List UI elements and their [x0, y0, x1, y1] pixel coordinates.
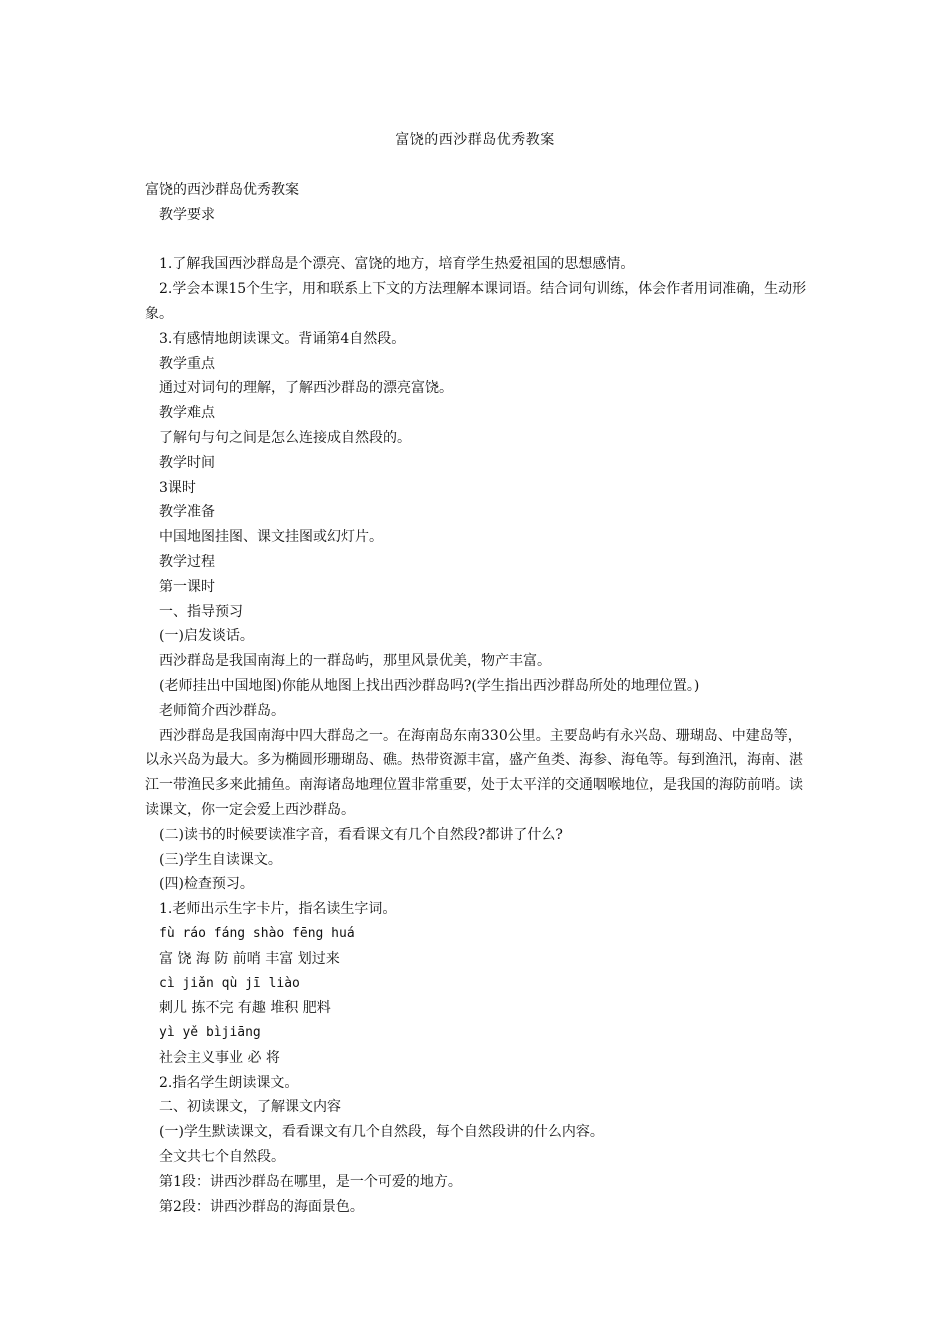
text-line: (四)检查预习。 — [159, 876, 254, 893]
text-line: 二、初读课文，了解课文内容 — [159, 1099, 341, 1116]
pinyin-line: yì yě bìjiāng — [159, 1025, 261, 1041]
text-line: (三)学生自读课文。 — [159, 851, 282, 868]
text-line: 一、指导预习 — [159, 603, 243, 620]
text-line: (一)启发谈话。 — [159, 628, 254, 645]
text-line: 教学准备 — [159, 504, 215, 521]
text-line: 教学时间 — [159, 454, 215, 471]
pinyin-line: fù ráo fáng shào fēng huá — [159, 925, 355, 941]
text-line: 了解句与句之间是怎么连接成自然段的。 — [159, 429, 411, 446]
text-line: 3.有感情地朗读课文。背诵第4自然段。 — [159, 330, 406, 347]
text-line: 第一课时 — [159, 578, 215, 595]
text-line: 教学重点 — [159, 355, 215, 372]
document-body — [145, 178, 807, 1219]
blank-line — [145, 228, 807, 253]
text-line: 社会主义事业 必 将 — [159, 1049, 280, 1066]
text-line: 3课时 — [159, 479, 196, 496]
text-line: 刺儿 拣不完 有趣 堆积 肥料 — [159, 1000, 331, 1017]
text-line: 第1段：讲西沙群岛在哪里，是一个可爱的地方。 — [159, 1173, 462, 1190]
text-line: 第2段：讲西沙群岛的海面景色。 — [159, 1198, 364, 1215]
text-line: 教学要求 — [159, 206, 215, 223]
text-line: 富饶的西沙群岛优秀教案 — [145, 182, 299, 198]
text-line: (二)读书的时候要读准字音，看看课文有几个自然段?都讲了什么? — [159, 826, 563, 843]
text-line: 教学过程 — [159, 553, 215, 570]
text-line: 教学难点 — [159, 405, 215, 422]
text-line: 西沙群岛是我国南海上的一群岛屿，那里风景优美，物产丰富。 — [159, 653, 551, 670]
text-line: 1.了解我国西沙群岛是个漂亮、富饶的地方，培育学生热爱祖国的思想感情。 — [159, 256, 635, 273]
text-line: 富 饶 海 防 前哨 丰富 划过来 — [159, 950, 340, 967]
text-line: 2.指名学生朗读课文。 — [159, 1074, 299, 1091]
text-line: 老师简介西沙群岛。 — [159, 702, 285, 719]
document-title: 富饶的西沙群岛优秀教案 — [395, 132, 555, 148]
text-line: (一)学生默读课文，看看课文有几个自然段，每个自然段讲的什么内容。 — [159, 1124, 604, 1141]
text-line: 1.老师出示生字卡片，指名读生字词。 — [159, 901, 397, 918]
text-line: 全文共七个自然段。 — [159, 1149, 285, 1166]
text-line: 2.学会本课15个生字，用和联系上下文的方法理解本课词语。结合词句训练，体会作者用词准确，生动形象。 — [145, 281, 807, 322]
text-line: 通过对词句的理解，了解西沙群岛的漂亮富饶。 — [159, 380, 453, 397]
text-line: 西沙群岛是我国南海中四大群岛之一。在海南岛东南330公里。主要岛屿有永兴岛、珊瑚岛、中建岛等，以永兴岛为最大。多为椭圆形珊瑚岛、礁。热带资源丰富，盛产鱼类、海参、海龟等。每到渔汛，海南、湛江一带渔民多来此捕鱼。南海诸岛地理位置非常重要，处于太平洋的交通咽喉地位，是我国的海防前哨。读读课文，你一定会爱上西沙群岛。 — [145, 727, 803, 818]
text-line: (老师挂出中国地图)你能从地图上找出西沙群岛吗?(学生指出西沙群岛所处的地理位置。) — [159, 677, 700, 694]
pinyin-line: cì jiǎn qù jī liào — [159, 975, 300, 991]
text-line: 中国地图挂图、课文挂图或幻灯片。 — [159, 529, 383, 546]
